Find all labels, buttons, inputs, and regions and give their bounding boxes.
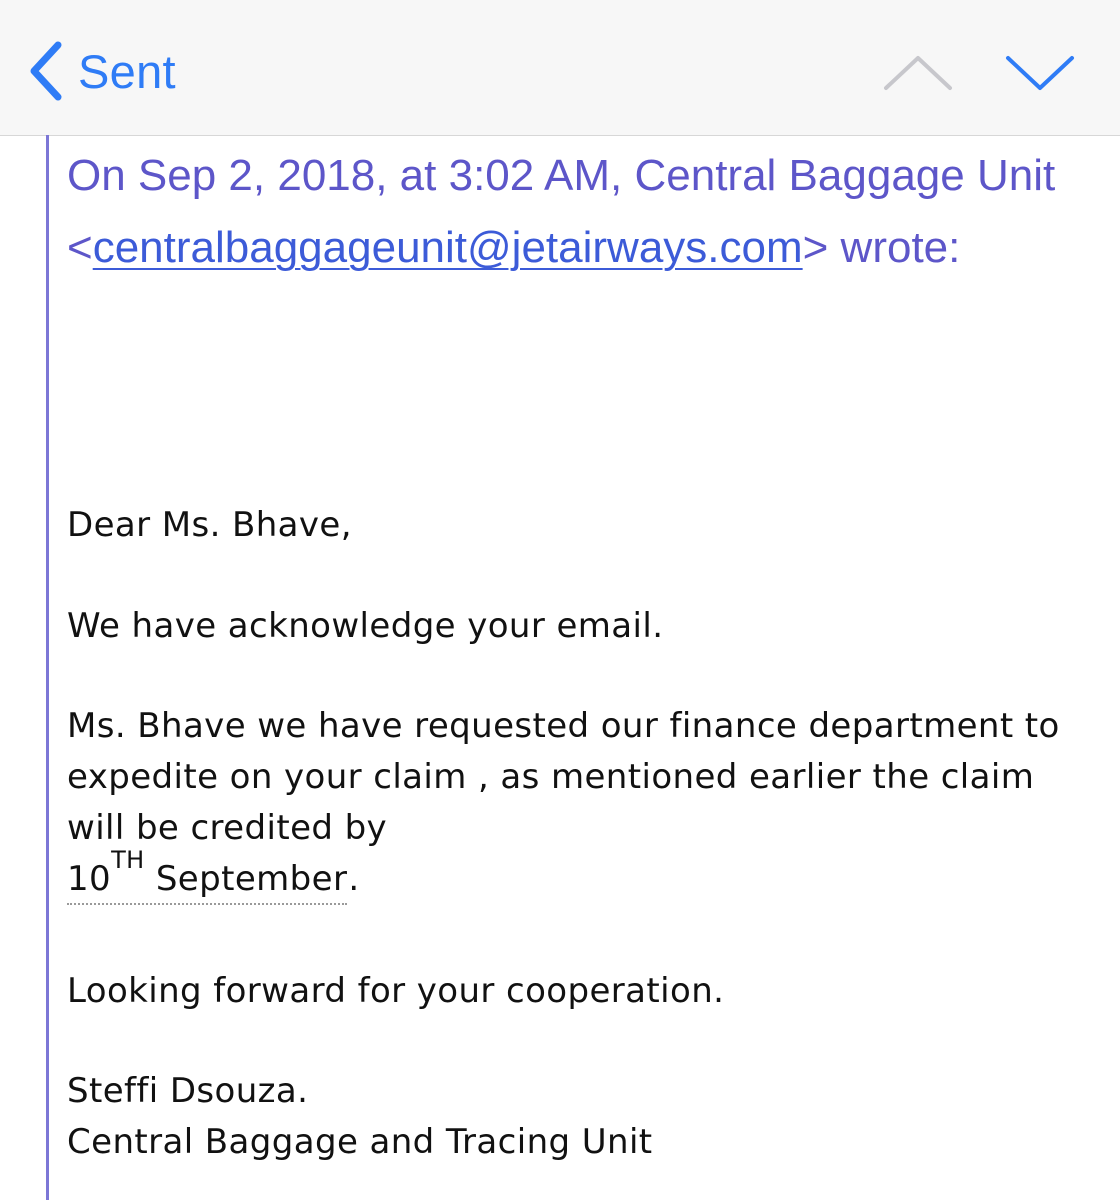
next-message-button[interactable] — [990, 44, 1090, 104]
navigation-bar — [0, 0, 1120, 136]
quoted-header-suffix: > wrote: — [802, 223, 961, 272]
chevron-left-icon — [26, 39, 64, 103]
signature — [67, 1066, 1097, 1168]
main-paragraph — [67, 701, 1097, 905]
detected-date-link[interactable] — [67, 846, 348, 905]
date-suffix: TH — [111, 846, 145, 874]
signature-unit: Central Baggage and Tracing Unit — [67, 1122, 653, 1162]
date-month: September — [155, 859, 348, 899]
closing-line: Looking forward for your cooperation. — [67, 971, 725, 1011]
acknowledgement-line: We have acknowledge your email. — [67, 606, 664, 646]
signature-name: Steffi Dsouza. — [67, 1071, 309, 1111]
chevron-up-icon — [868, 44, 968, 104]
chevron-down-icon — [990, 44, 1090, 104]
greeting: Dear Ms. Bhave, — [67, 505, 352, 545]
back-label: Sent — [78, 44, 176, 98]
date-period: . — [348, 859, 360, 899]
previous-message-button[interactable] — [868, 44, 968, 104]
back-button[interactable] — [26, 36, 176, 106]
quoted-header — [67, 140, 1097, 284]
main-paragraph-text: Ms. Bhave we have requested our finance department to expedite on your claim , as mentioned earlier the claim will be credited by — [67, 706, 1060, 848]
quoted-header-prefix: On Sep 2, 2018, at 3:02 AM, Central Baggage Unit < — [67, 151, 1056, 272]
quote-bar — [46, 135, 49, 1200]
date-day: 10 — [67, 859, 112, 899]
sender-email-link[interactable]: centralbaggageunit@jetairways.com — [92, 223, 803, 272]
